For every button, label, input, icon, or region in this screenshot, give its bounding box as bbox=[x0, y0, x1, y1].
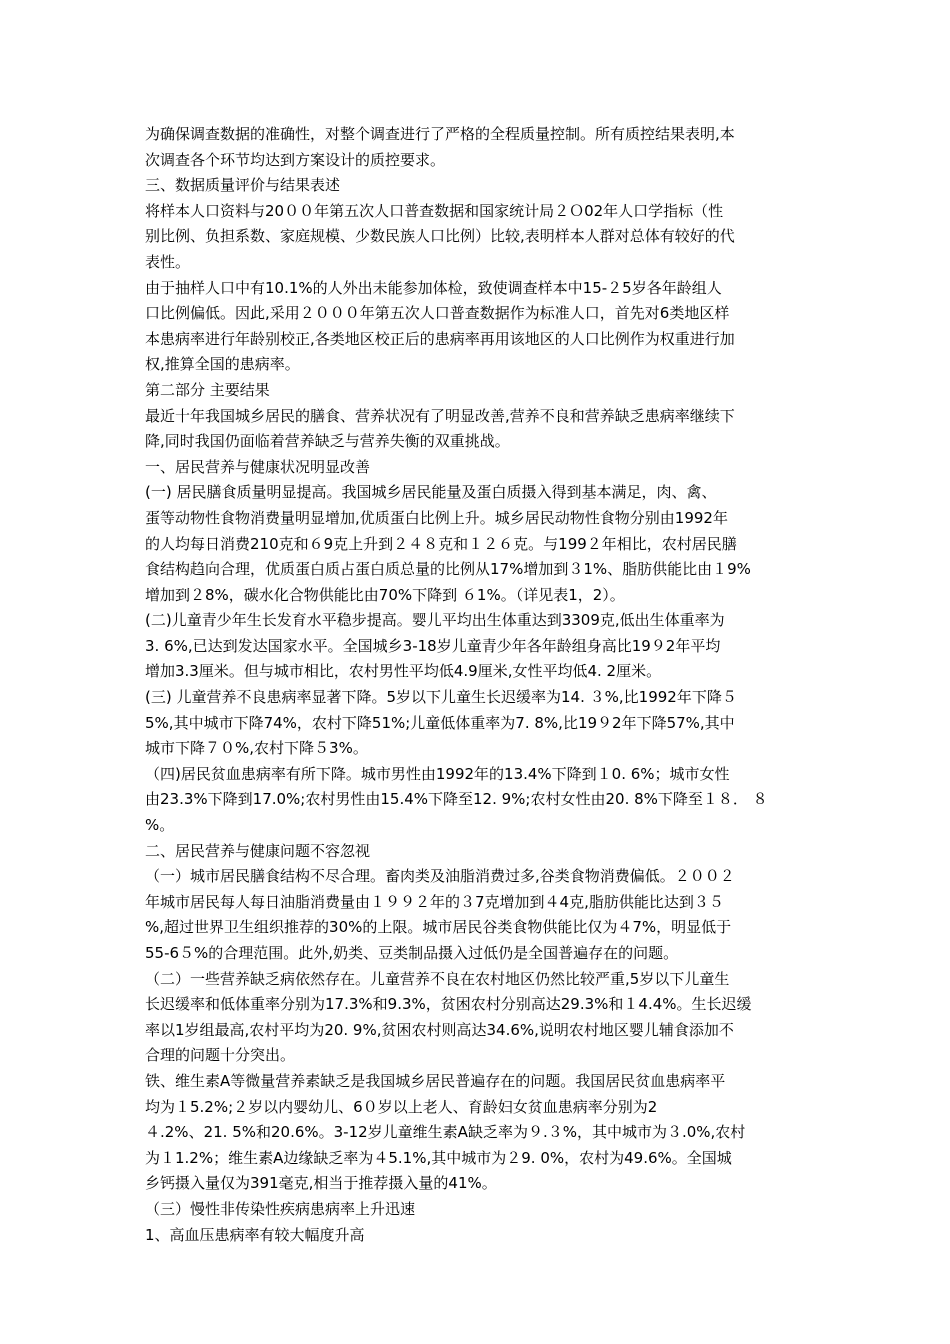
section-heading: 一、居民营养与健康状况明显改善 bbox=[145, 457, 371, 476]
text-line: 表性。 bbox=[145, 252, 191, 271]
text-line: (三) 儿童营养不良患病率显著下降。5岁以下儿童生长迟缓率为14. ３%,比1992年下降５ bbox=[145, 688, 737, 707]
text-line: 城市下降７０%,农村下降５3%。 bbox=[145, 739, 368, 758]
text-line: 食结构趋向合理，优质蛋白质占蛋白质总量的比例从17%增加到３1%、脂肪供能比由１9% bbox=[145, 560, 751, 579]
subsection-heading: 1、高血压患病率有较大幅度升高 bbox=[145, 1225, 365, 1244]
text-line: 乡钙摄入量仅为391毫克,相当于推荐摄入量的41%。 bbox=[145, 1174, 497, 1193]
text-line: 次调查各个环节均达到方案设计的质控要求。 bbox=[145, 150, 446, 169]
subsection-heading: （三）慢性非传染性疾病患病率上升迅速 bbox=[145, 1199, 416, 1218]
text-line: 铁、维生素A等微量营养素缺乏是我国城乡居民普遍存在的问题。我国居民贫血患病率平 bbox=[145, 1071, 726, 1090]
text-line: 为１1.2%；维生素A边缘缺乏率为４5.1%,其中城市为２9. 0%，农村为49.6%。全国城 bbox=[145, 1148, 732, 1167]
text-line: （二）一些营养缺乏病依然存在。儿童营养不良在农村地区仍然比较严重,5岁以下儿童生 bbox=[145, 969, 730, 988]
text-line: 均为１5.2%;２岁以内婴幼儿、6０岁以上老人、育龄妇女贫血患病率分别为2 bbox=[145, 1097, 658, 1116]
text-line: 年城市居民每人每日油脂消费量由１９９２年的３7克增加到４4克,脂肪供能比达到３５ bbox=[145, 892, 724, 911]
text-line: 率以1岁组最高,农村平均为20. 9%,贫困农村则高达34.6%,说明农村地区婴儿辅食添加不 bbox=[145, 1020, 734, 1039]
part-heading: 第二部分 主要结果 bbox=[145, 380, 270, 399]
text-line: 蛋等动物性食物消费量明显增加,优质蛋白比例上升。城乡居民动物性食物分别由1992年 bbox=[145, 508, 728, 527]
text-line: 由于抽样人口中有10.1%的人外出未能参加体检，致使调查样本中15-２5岁各年龄组人 bbox=[145, 278, 722, 297]
text-line: （四)居民贫血患病率有所下降。城市男性由1992年的13.4%下降到１0. 6%；城市女性 bbox=[145, 764, 730, 783]
text-line: 为确保调查数据的准确性，对整个调查进行了严格的全程质量控制。所有质控结果表明,本 bbox=[145, 125, 735, 143]
text-line: 长迟缓率和低体重率分别为17.3%和9.3%，贫困农村分别高达29.3%和１4.4%。生长迟缓 bbox=[145, 995, 752, 1014]
text-line: 由23.3%下降到17.0%;农村男性由15.4%下降至12. 9%;农村女性由20. 8%下降至１８． ８ bbox=[145, 790, 768, 809]
text-line: 55-6５%的合理范围。此外,奶类、豆类制品摄入过低仍是全国普遍存在的问题。 bbox=[145, 944, 679, 962]
text-line: 本患病率进行年龄别校正,各类地区校正后的患病率再用该地区的人口比例作为权重进行加 bbox=[145, 329, 735, 348]
text-line: 降,同时我国仍面临着营养缺乏与营养失衡的双重挑战。 bbox=[145, 432, 510, 451]
text-line: 增加到２8%，碳水化合物供能比由70%下降到 ６1%。（详见表1，2）。 bbox=[145, 585, 625, 604]
text-line: (一) 居民膳食质量明显提高。我国城乡居民能量及蛋白质摄入得到基本满足，肉、禽、 bbox=[145, 483, 717, 502]
text-line: 权,推算全国的患病率。 bbox=[145, 355, 300, 374]
text-line: 最近十年我国城乡居民的膳食、营养状况有了明显改善,营养不良和营养缺乏患病率继续下 bbox=[145, 406, 735, 425]
text-line: 口比例偏低。因此,采用２０００年第五次人口普查数据作为标准人口，首先对6类地区样 bbox=[145, 304, 730, 323]
text-line: ４.2%、21. 5%和20.6%。3-12岁儿童维生素A缺乏率为９.３%，其中城市为３.0%,农村 bbox=[145, 1123, 746, 1142]
text-line: 的人均每日消费210克和６9克上升到２４８克和１２６克。与199２年相比，农村居民膳 bbox=[145, 534, 737, 553]
text-line: 将样本人口资料与20００年第五次人口普查数据和国家统计局２Ｏ02年人口学指标（性 bbox=[145, 201, 724, 220]
document-body bbox=[145, 122, 810, 1248]
text-line: 别比例、负担系数、家庭规模、少数民族人口比例）比较,表明样本人群对总体有较好的代 bbox=[145, 227, 735, 246]
text-line: 合理的问题十分突出。 bbox=[145, 1046, 296, 1065]
text-line: 3. 6%,已达到发达国家水平。全国城乡3-18岁儿童青少年各年龄组身高比19９2年平均 bbox=[145, 636, 721, 655]
text-line: %。 bbox=[145, 816, 175, 835]
text-line: 增加3.3厘米。但与城市相比，农村男性平均低4.9厘米,女性平均低4. 2厘米。 bbox=[145, 662, 662, 681]
text-line: （一）城市居民膳食结构不尽合理。畜肉类及油脂消费过多,谷类食物消费偏低。２００２ bbox=[145, 867, 735, 886]
text-line: %,超过世界卫生组织推荐的30%的上限。城市居民谷类食物供能比仅为４7%，明显低于 bbox=[145, 918, 732, 937]
section-heading: 二、居民营养与健康问题不容忽视 bbox=[145, 841, 371, 860]
text-line: 5%,其中城市下降74%，农村下降51%;儿童低体重率为7. 8%,比19９2年下降57%,其中 bbox=[145, 713, 735, 732]
section-heading: 三、数据质量评价与结果表述 bbox=[145, 176, 341, 195]
text-line: (二)儿童青少年生长发育水平稳步提高。婴儿平均出生体重达到3309克,低出生体重率为 bbox=[145, 611, 725, 630]
